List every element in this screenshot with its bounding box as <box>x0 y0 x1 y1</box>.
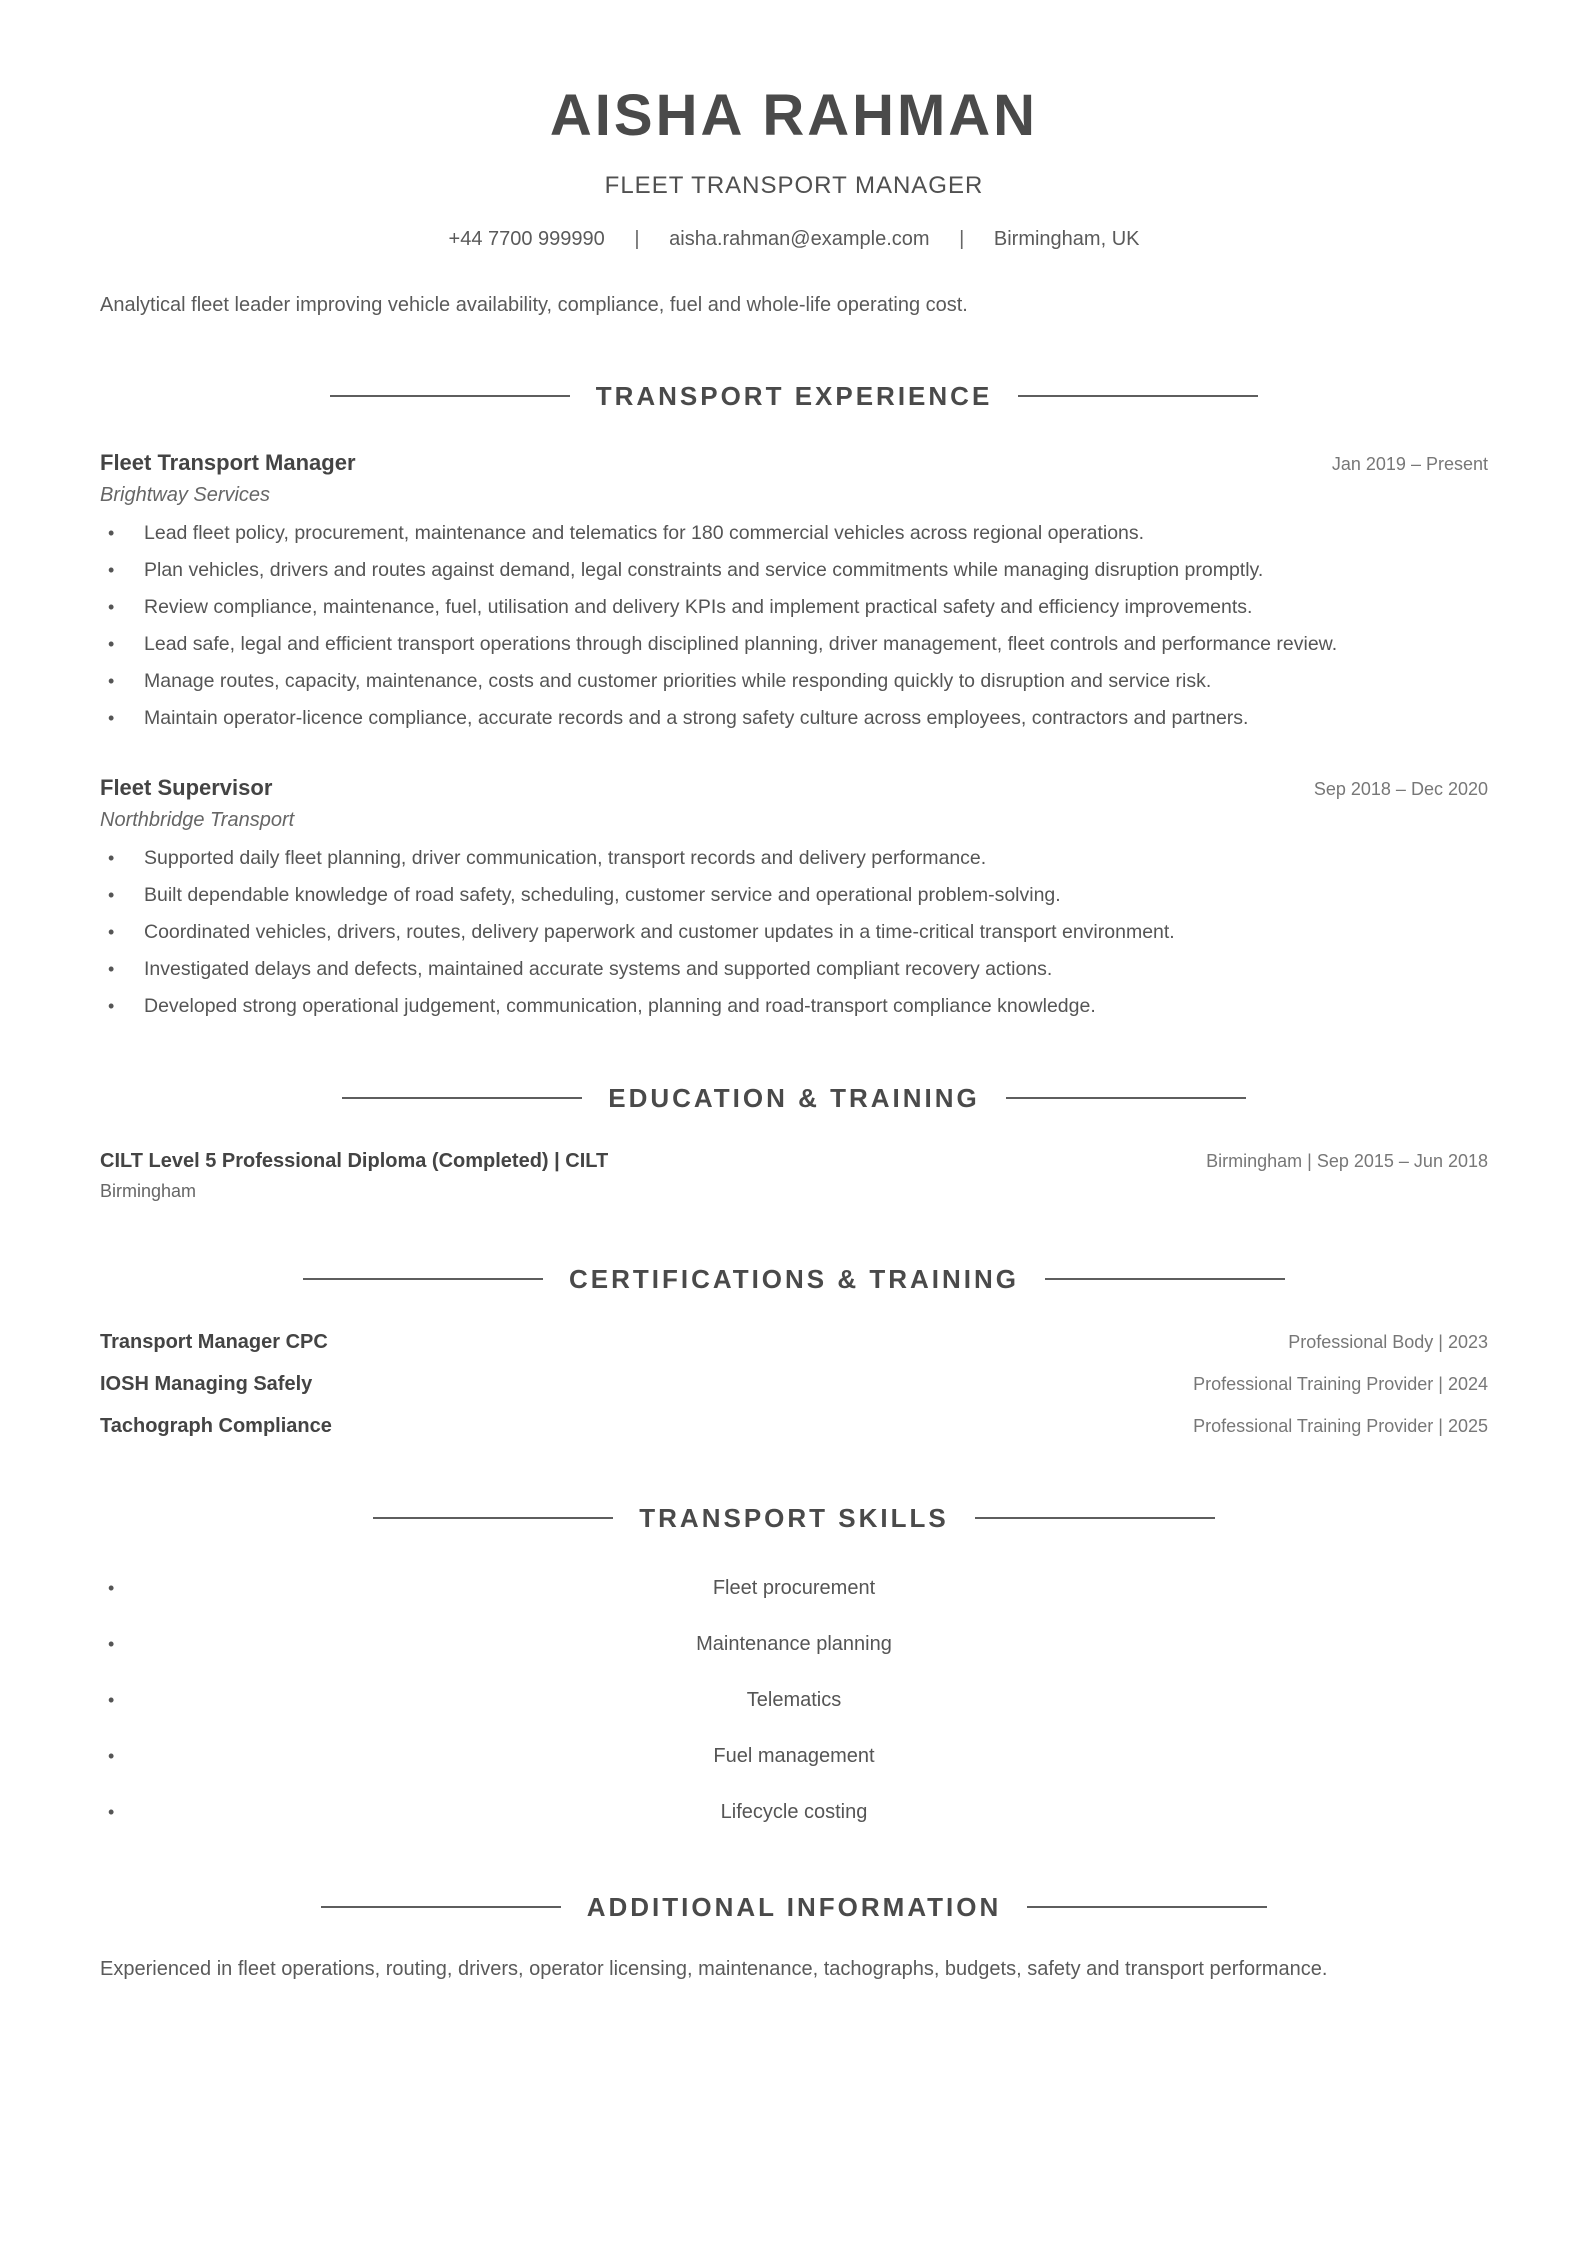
list-item: • Maintain operator-licence compliance, accurate records and a strong safety culture across employees, contractors and partners. <box>100 700 1488 737</box>
certification-name: Tachograph Compliance <box>100 1415 332 1437</box>
list-item: • Developed strong operational judgement, communication, planning and road-transport compliance knowledge. <box>100 988 1488 1025</box>
list-item: • Lead fleet policy, procurement, maintenance and telematics for 180 commercial vehicles across regional operations. <box>100 515 1488 552</box>
responsibility-list <box>100 515 1488 737</box>
skills-list <box>100 1560 1488 1840</box>
qualification-location: Birmingham <box>100 1181 197 1201</box>
list-item: • Plan vehicles, drivers and routes against demand, legal constraints and service commitments while managing disruption promptly. <box>100 552 1488 589</box>
qualification-name: CILT Level 5 Professional Diploma (Completed) | CILT <box>100 1150 609 1172</box>
heading-rule <box>330 395 570 397</box>
skill-item: • Fleet procurement <box>100 1560 1488 1616</box>
contact-line <box>0 228 1588 251</box>
list-item: • Coordinated vehicles, drivers, routes, delivery paperwork and customer updates in a time-critical transport environment. <box>100 914 1488 951</box>
job-dates: Jan 2019 – Present <box>1331 454 1488 474</box>
education-entry <box>100 1150 1488 1202</box>
heading-rule <box>342 1097 582 1099</box>
section-title: TRANSPORT EXPERIENCE <box>595 380 993 411</box>
list-item: • Investigated delays and defects, maintained accurate systems and supported compliant recovery actions. <box>100 951 1488 988</box>
heading-rule <box>1018 395 1258 397</box>
certification-name: Transport Manager CPC <box>100 1331 328 1353</box>
experience-entry <box>100 775 1488 1025</box>
skill-item: • Fuel management <box>100 1728 1488 1784</box>
heading-rule <box>321 1906 561 1908</box>
heading-rule <box>1045 1278 1285 1280</box>
responsibility-list <box>100 840 1488 1025</box>
job-dates: Sep 2018 – Dec 2020 <box>1313 779 1488 799</box>
section-title: EDUCATION & TRAINING <box>608 1082 980 1113</box>
list-item: • Lead safe, legal and efficient transport operations through disciplined planning, driver management, fleet controls and performance review. <box>100 626 1488 663</box>
contact-separator: | <box>634 228 640 250</box>
experience-entry <box>100 450 1488 737</box>
company-name: Brightway Services <box>100 484 271 506</box>
certification-meta: Professional Training Provider | 2025 <box>1193 1416 1488 1436</box>
candidate-title: FLEET TRANSPORT MANAGER <box>604 172 984 199</box>
certification-item <box>100 1415 1488 1457</box>
skill-item: • Maintenance planning <box>100 1616 1488 1672</box>
list-item: • Review compliance, maintenance, fuel, utilisation and delivery KPIs and implement practical safety and efficiency improvements. <box>100 589 1488 626</box>
profile-summary: Analytical fleet leader improving vehicle availability, compliance, fuel and whole-life operating cost. <box>100 294 968 316</box>
company-name: Northbridge Transport <box>100 809 295 831</box>
list-item: • Built dependable knowledge of road safety, scheduling, customer service and operational problem-solving. <box>100 877 1488 914</box>
certification-item <box>100 1373 1488 1415</box>
additional-information: Experienced in fleet operations, routing, drivers, operator licensing, maintenance, tachographs, budgets, safety and transport performance. <box>100 1958 1328 1980</box>
location: Birmingham, UK <box>993 228 1140 250</box>
list-item: • Supported daily fleet planning, driver communication, transport records and delivery performance. <box>100 840 1488 877</box>
qualification-meta: Birmingham | Sep 2015 – Jun 2018 <box>1206 1151 1488 1171</box>
section-heading-certifications <box>0 1259 1588 1299</box>
certification-list <box>100 1331 1488 1457</box>
heading-rule <box>975 1517 1215 1519</box>
certification-name: IOSH Managing Safely <box>100 1373 313 1395</box>
contact-separator: | <box>959 228 965 250</box>
section-title: CERTIFICATIONS & TRAINING <box>568 1263 1020 1294</box>
job-title: Fleet Transport Manager <box>100 450 356 475</box>
skills-block <box>100 1560 1488 1840</box>
section-title: TRANSPORT SKILLS <box>639 1502 949 1533</box>
list-item: • Manage routes, capacity, maintenance, costs and customer priorities while responding quickly to disruption and service risk. <box>100 663 1488 700</box>
heading-rule <box>1006 1097 1246 1099</box>
heading-rule <box>303 1278 543 1280</box>
section-heading-experience <box>0 376 1588 416</box>
email-address: aisha.rahman@example.com <box>669 228 930 250</box>
certification-meta: Professional Training Provider | 2024 <box>1193 1374 1488 1394</box>
section-heading-additional <box>0 1887 1588 1927</box>
section-heading-skills <box>0 1498 1588 1538</box>
phone-number: +44 7700 999990 <box>448 228 605 250</box>
candidate-name: AISHA RAHMAN <box>549 83 1039 148</box>
heading-rule <box>373 1517 613 1519</box>
skill-item: • Telematics <box>100 1672 1488 1728</box>
section-heading-education <box>0 1078 1588 1118</box>
certification-meta: Professional Body | 2023 <box>1288 1332 1488 1352</box>
job-title: Fleet Supervisor <box>100 775 273 800</box>
heading-rule <box>1027 1906 1267 1908</box>
skill-item: • Lifecycle costing <box>100 1784 1488 1840</box>
certification-item <box>100 1331 1488 1373</box>
section-title: ADDITIONAL INFORMATION <box>586 1891 1002 1922</box>
